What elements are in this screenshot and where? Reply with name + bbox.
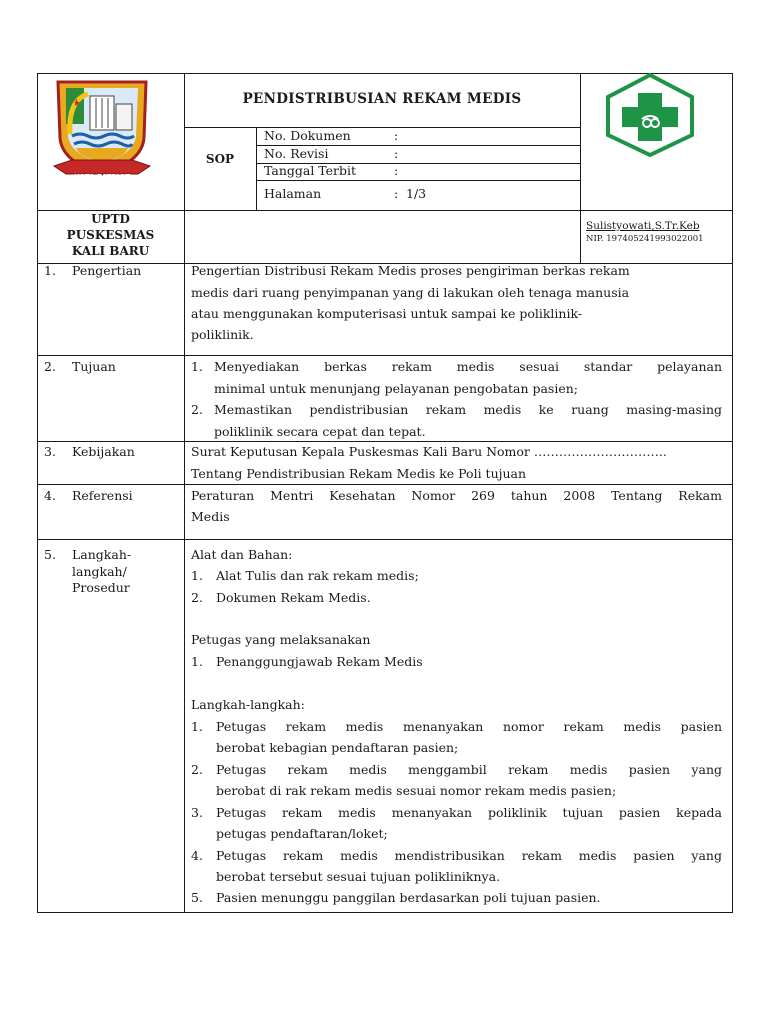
body-line: medis dari ruang penyimpanan yang di lakukan oleh tenaga manusia xyxy=(191,285,630,300)
section-number: 4. xyxy=(44,488,56,503)
list-item-text: Dokumen Rekam Medis. xyxy=(216,590,371,605)
body-line: atau menggunakan komputerisasi untuk sampai ke poliklinik- xyxy=(191,306,583,321)
list-item-text: Petugas rekam medis menanyakan poliklinik tujuan pasien kepada xyxy=(216,805,722,820)
subheading: Petugas yang melaksanakan xyxy=(191,632,371,647)
meta-label: Tanggal Terbit xyxy=(264,163,357,178)
body-line: poliklinik. xyxy=(191,327,254,342)
list-number: 3. xyxy=(191,805,203,820)
institution-line: PUSKESMAS xyxy=(66,228,155,242)
section-label: Langkah- xyxy=(72,547,132,562)
list-number: 1. xyxy=(191,719,203,734)
list-item-text: berobat kebagian pendaftaran pasien; xyxy=(216,740,459,755)
section-label: Kebijakan xyxy=(72,444,135,459)
sop-label: SOP xyxy=(205,152,235,166)
list-item-text: Memastikan pendistribusian rekam medis ke ruang masing-masing xyxy=(214,402,722,417)
body-line: Peraturan Mentri Kesehatan Nomor 269 tahun 2008 Tentang Rekam xyxy=(191,488,722,503)
list-number: 1. xyxy=(191,654,203,669)
meta-label: Halaman xyxy=(264,186,322,201)
document-title: PENDISTRIBUSIAN REKAM MEDIS xyxy=(242,91,522,107)
meta-label: No. Dokumen xyxy=(264,128,351,143)
section-label: Pengertian xyxy=(72,263,142,278)
meta-separator: : xyxy=(394,146,399,161)
list-item-text: poliklinik secara cepat dan tepat. xyxy=(214,424,426,439)
section-number: 1. xyxy=(44,263,56,278)
kota-bekasi-emblem-icon xyxy=(44,74,160,186)
list-item-text: petugas pendaftaran/loket; xyxy=(216,826,388,841)
body-line: Tentang Pendistribusian Rekam Medis ke Poli tujuan xyxy=(191,466,527,481)
puskesmas-cross-logo-icon xyxy=(600,73,700,157)
list-number: 1. xyxy=(191,568,203,583)
list-item-text: Petugas rekam medis menggambil rekam medis pasien yang xyxy=(216,762,722,777)
section-label: langkah/ xyxy=(72,564,127,579)
list-number: 2. xyxy=(191,590,203,605)
subheading: Langkah-langkah: xyxy=(191,697,305,712)
meta-label: No. Revisi xyxy=(264,146,329,161)
list-number: 4. xyxy=(191,848,203,863)
list-item-text: Pasien menunggu panggilan berdasarkan poli tujuan pasien. xyxy=(216,890,601,905)
list-number: 2. xyxy=(191,762,203,777)
list-item-text: minimal untuk menunjang pelayanan pengobatan pasien; xyxy=(214,381,579,396)
signatory-name: Sulistyowati,S.Tr.Keb xyxy=(586,220,700,232)
section-number: 5. xyxy=(44,547,56,562)
list-item-text: Petugas rekam medis mendistribusikan rekam medis pasien yang xyxy=(216,848,722,863)
subheading: Alat dan Bahan: xyxy=(191,547,293,562)
list-number: 2. xyxy=(191,402,203,417)
section-number: 3. xyxy=(44,444,56,459)
section-label: Tujuan xyxy=(72,359,116,374)
section-label: Referensi xyxy=(72,488,133,503)
section-number: 2. xyxy=(44,359,56,374)
list-item-text: Penanggungjawab Rekam Medis xyxy=(216,654,423,669)
list-number: 1. xyxy=(191,359,203,374)
meta-separator: : xyxy=(394,186,399,201)
body-line: Medis xyxy=(191,509,230,524)
list-number: 5. xyxy=(191,890,203,905)
institution-line: UPTD xyxy=(91,212,130,226)
list-item-text: berobat tersebut sesuai tujuan polikliniknya. xyxy=(216,869,501,884)
list-item-text: Alat Tulis dan rak rekam medis; xyxy=(216,568,419,583)
list-item-text: Menyediakan berkas rekam medis sesuai standar pelayanan xyxy=(214,359,722,374)
list-item-text: berobat di rak rekam medis sesuai nomor rekam medis pasien; xyxy=(216,783,617,798)
signatory-nip: NIP. 197405241993022001 xyxy=(586,234,704,244)
list-item-text: Petugas rekam medis menanyakan nomor rekam medis pasien xyxy=(216,719,722,734)
institution-line: KALI BARU xyxy=(71,244,150,258)
institution-block xyxy=(37,211,184,259)
meta-value: 1/3 xyxy=(406,186,427,201)
body-line: Pengertian Distribusi Rekam Medis proses pengiriman berkas rekam xyxy=(191,263,630,278)
meta-separator: : xyxy=(394,163,399,178)
body-line: Surat Keputusan Kepala Puskesmas Kali Baru Nomor ………………………….. xyxy=(191,444,667,459)
section-label: Prosedur xyxy=(72,580,130,595)
emblem-ribbon-text: KOTA PATRIOT xyxy=(73,173,130,181)
meta-separator: : xyxy=(394,128,399,143)
